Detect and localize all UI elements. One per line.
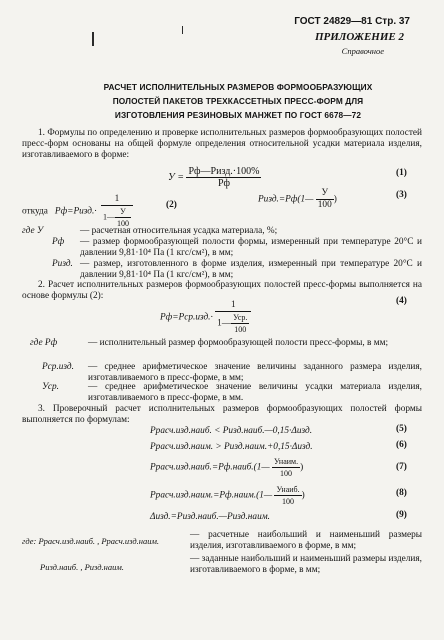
formula-9-number: (9)	[396, 510, 407, 520]
formula-3-denominator: 100	[317, 200, 332, 210]
formula-2-number: (2)	[166, 200, 177, 210]
formula-5-number: (5)	[396, 424, 407, 434]
doc-title-line-1: РАСЧЕТ ИСПОЛНИТЕЛЬНЫХ РАЗМЕРОВ ФОРМООБРАЗУЮЩИХ	[103, 82, 373, 92]
formula-7-numerator: Унаим.	[273, 457, 299, 466]
formula-7-tail: )	[300, 462, 304, 473]
paragraph-2: 2. Расчет исполнительных размеров формообразующих полостей пресс-формы выполняется на основе формулы (2):	[22, 280, 422, 301]
formula-2-lhs: Pф=Pизд.·	[54, 206, 97, 217]
definition-term: где: Pрасч.изд.наиб. , Pрасч.изд.наим.	[22, 536, 160, 546]
formula-4-lhs: Pф=Pср.изд.·	[160, 312, 213, 323]
formula-1-fraction	[186, 166, 261, 189]
formula-2-fraction: 1 1— $\frac{У}{100}$	[101, 194, 133, 229]
definition-text: — среднее арифметическое значение величины заданного размера изделия, изготавливаемого в пресс-форме, в мм;	[88, 362, 422, 383]
formula-7-fraction	[272, 456, 300, 479]
formula-1-lhs: У =	[168, 171, 184, 183]
formula-3-tail: )	[333, 194, 337, 205]
definition-term: Pизд.наиб. , Pизд.наим.	[40, 562, 124, 572]
formula-3	[258, 188, 337, 211]
definitions-1	[22, 226, 422, 282]
doc-title-line-2: ПОЛОСТЕЙ ПАКЕТОВ ТРЕХКАССЕТНЫХ ПРЕСС-ФОРМ ДЛЯ	[112, 96, 364, 106]
formula-7-lhs: Pрасч.изд.наиб.=Pф.наиб.(1—	[150, 462, 270, 473]
definition-text: — заданные наибольший и наименьший размеры изделия, изготавливаемого в форме, в мм;	[190, 554, 422, 575]
definition-term: Уср.	[42, 382, 59, 392]
formula-4-number: (4)	[396, 296, 407, 306]
paragraph-1: 1. Формулы по определению и проверке исполнительных размеров формообразующих полостей пресс-форм основаны на общей формуле определения относительной усадки материала изделия, изготавливаемого в форме:	[22, 128, 422, 160]
definition-text: — размер формообразующей полости формы, измеренный при температуре 20°С и давлении 9,81·10⁴ Па (1 кгс/см²), в мм;	[80, 237, 422, 258]
formula-9: Δизд.=Pизд.наиб.—Pизд.наим.	[150, 512, 270, 522]
definition-text: — расчетная относительная усадка материала, %;	[80, 226, 278, 236]
formula-3-fraction	[316, 188, 334, 211]
formula-2-prefix: откуда	[22, 206, 48, 217]
definition-text: — среднее арифметическое значение величины усадки материала изделия, изготавливаемого в пресс-форме, в мм.	[88, 382, 422, 403]
appendix-title: ПРИЛОЖЕНИЕ 2	[314, 31, 404, 43]
definition-text: — расчетные наибольший и наименьший размеры изделия, изготавливаемого в форме, в мм;	[190, 530, 422, 551]
formula-3-lhs: Pизд.=Pф(1—	[258, 194, 314, 205]
formula-4-fraction: 1 1— $\frac{\text{Уср.}}{100}$	[215, 300, 251, 335]
formula-1-numerator: Pф—Pизд.	[188, 166, 233, 177]
formula-1	[168, 166, 261, 189]
formula-8-tail: )	[301, 490, 305, 501]
definition-term: Pф	[52, 237, 65, 247]
definition-term: где У	[22, 226, 44, 236]
formula-1-numerator-tail: ·100%	[232, 166, 260, 177]
page-header: ГОСТ 24829—81 Стр. 37	[294, 16, 410, 27]
appendix-subtitle: Справочное	[341, 46, 384, 56]
definition-term: где Pф	[30, 338, 58, 348]
formula-7	[150, 456, 303, 479]
definition-text: — исполнительный размер формообразующей полости пресс-формы, в мм;	[88, 338, 389, 348]
formula-6-number: (6)	[396, 440, 407, 450]
formula-8-number: (8)	[396, 488, 407, 498]
formula-8-fraction	[274, 484, 301, 507]
formula-5: Pрасч.изд.наиб. < Pизд.наиб.—0,15·Δизд.	[150, 426, 313, 436]
definition-term: Pизд.	[52, 259, 73, 269]
definitions-3	[22, 530, 422, 590]
paragraph-3: 3. Проверочный расчет исполнительных размеров формообразующих полостей формы выполняется по формулам:	[22, 404, 422, 425]
formula-7-denominator: 100	[280, 469, 293, 478]
formula-6: Pрасч.изд.наим. > Pизд.наим.+0,15·Δизд.	[150, 442, 313, 452]
formula-8-numerator: Унаиб.	[276, 485, 300, 494]
definitions-2b	[22, 382, 422, 406]
definition-text: — размер, изготовленного в форме изделия, измеренный при температуре 20°С и давлении 9,81·10⁴ Па (1 кгс/см²), в мм;	[80, 259, 422, 280]
formula-3-numerator: У	[316, 188, 334, 200]
formula-2	[22, 194, 133, 229]
scan-mark	[182, 26, 183, 34]
formula-8	[150, 484, 305, 507]
formula-3-number: (3)	[396, 190, 407, 200]
formula-8-lhs: Pрасч.изд.наим.=Pф.наим.(1—	[150, 490, 273, 501]
formula-1-denominator: Pф	[217, 178, 230, 189]
formula-1-number: (1)	[396, 168, 407, 178]
formula-8-denominator: 100	[282, 497, 295, 506]
definition-term: Pср.изд.	[42, 362, 74, 372]
formula-7-number: (7)	[396, 462, 407, 472]
doc-title-line-3: ИЗГОТОВЛЕНИЯ РЕЗИНОВЫХ МАНЖЕТ ПО ГОСТ 6678—72	[114, 110, 362, 120]
formula-4	[160, 300, 251, 335]
scan-mark	[92, 32, 94, 46]
